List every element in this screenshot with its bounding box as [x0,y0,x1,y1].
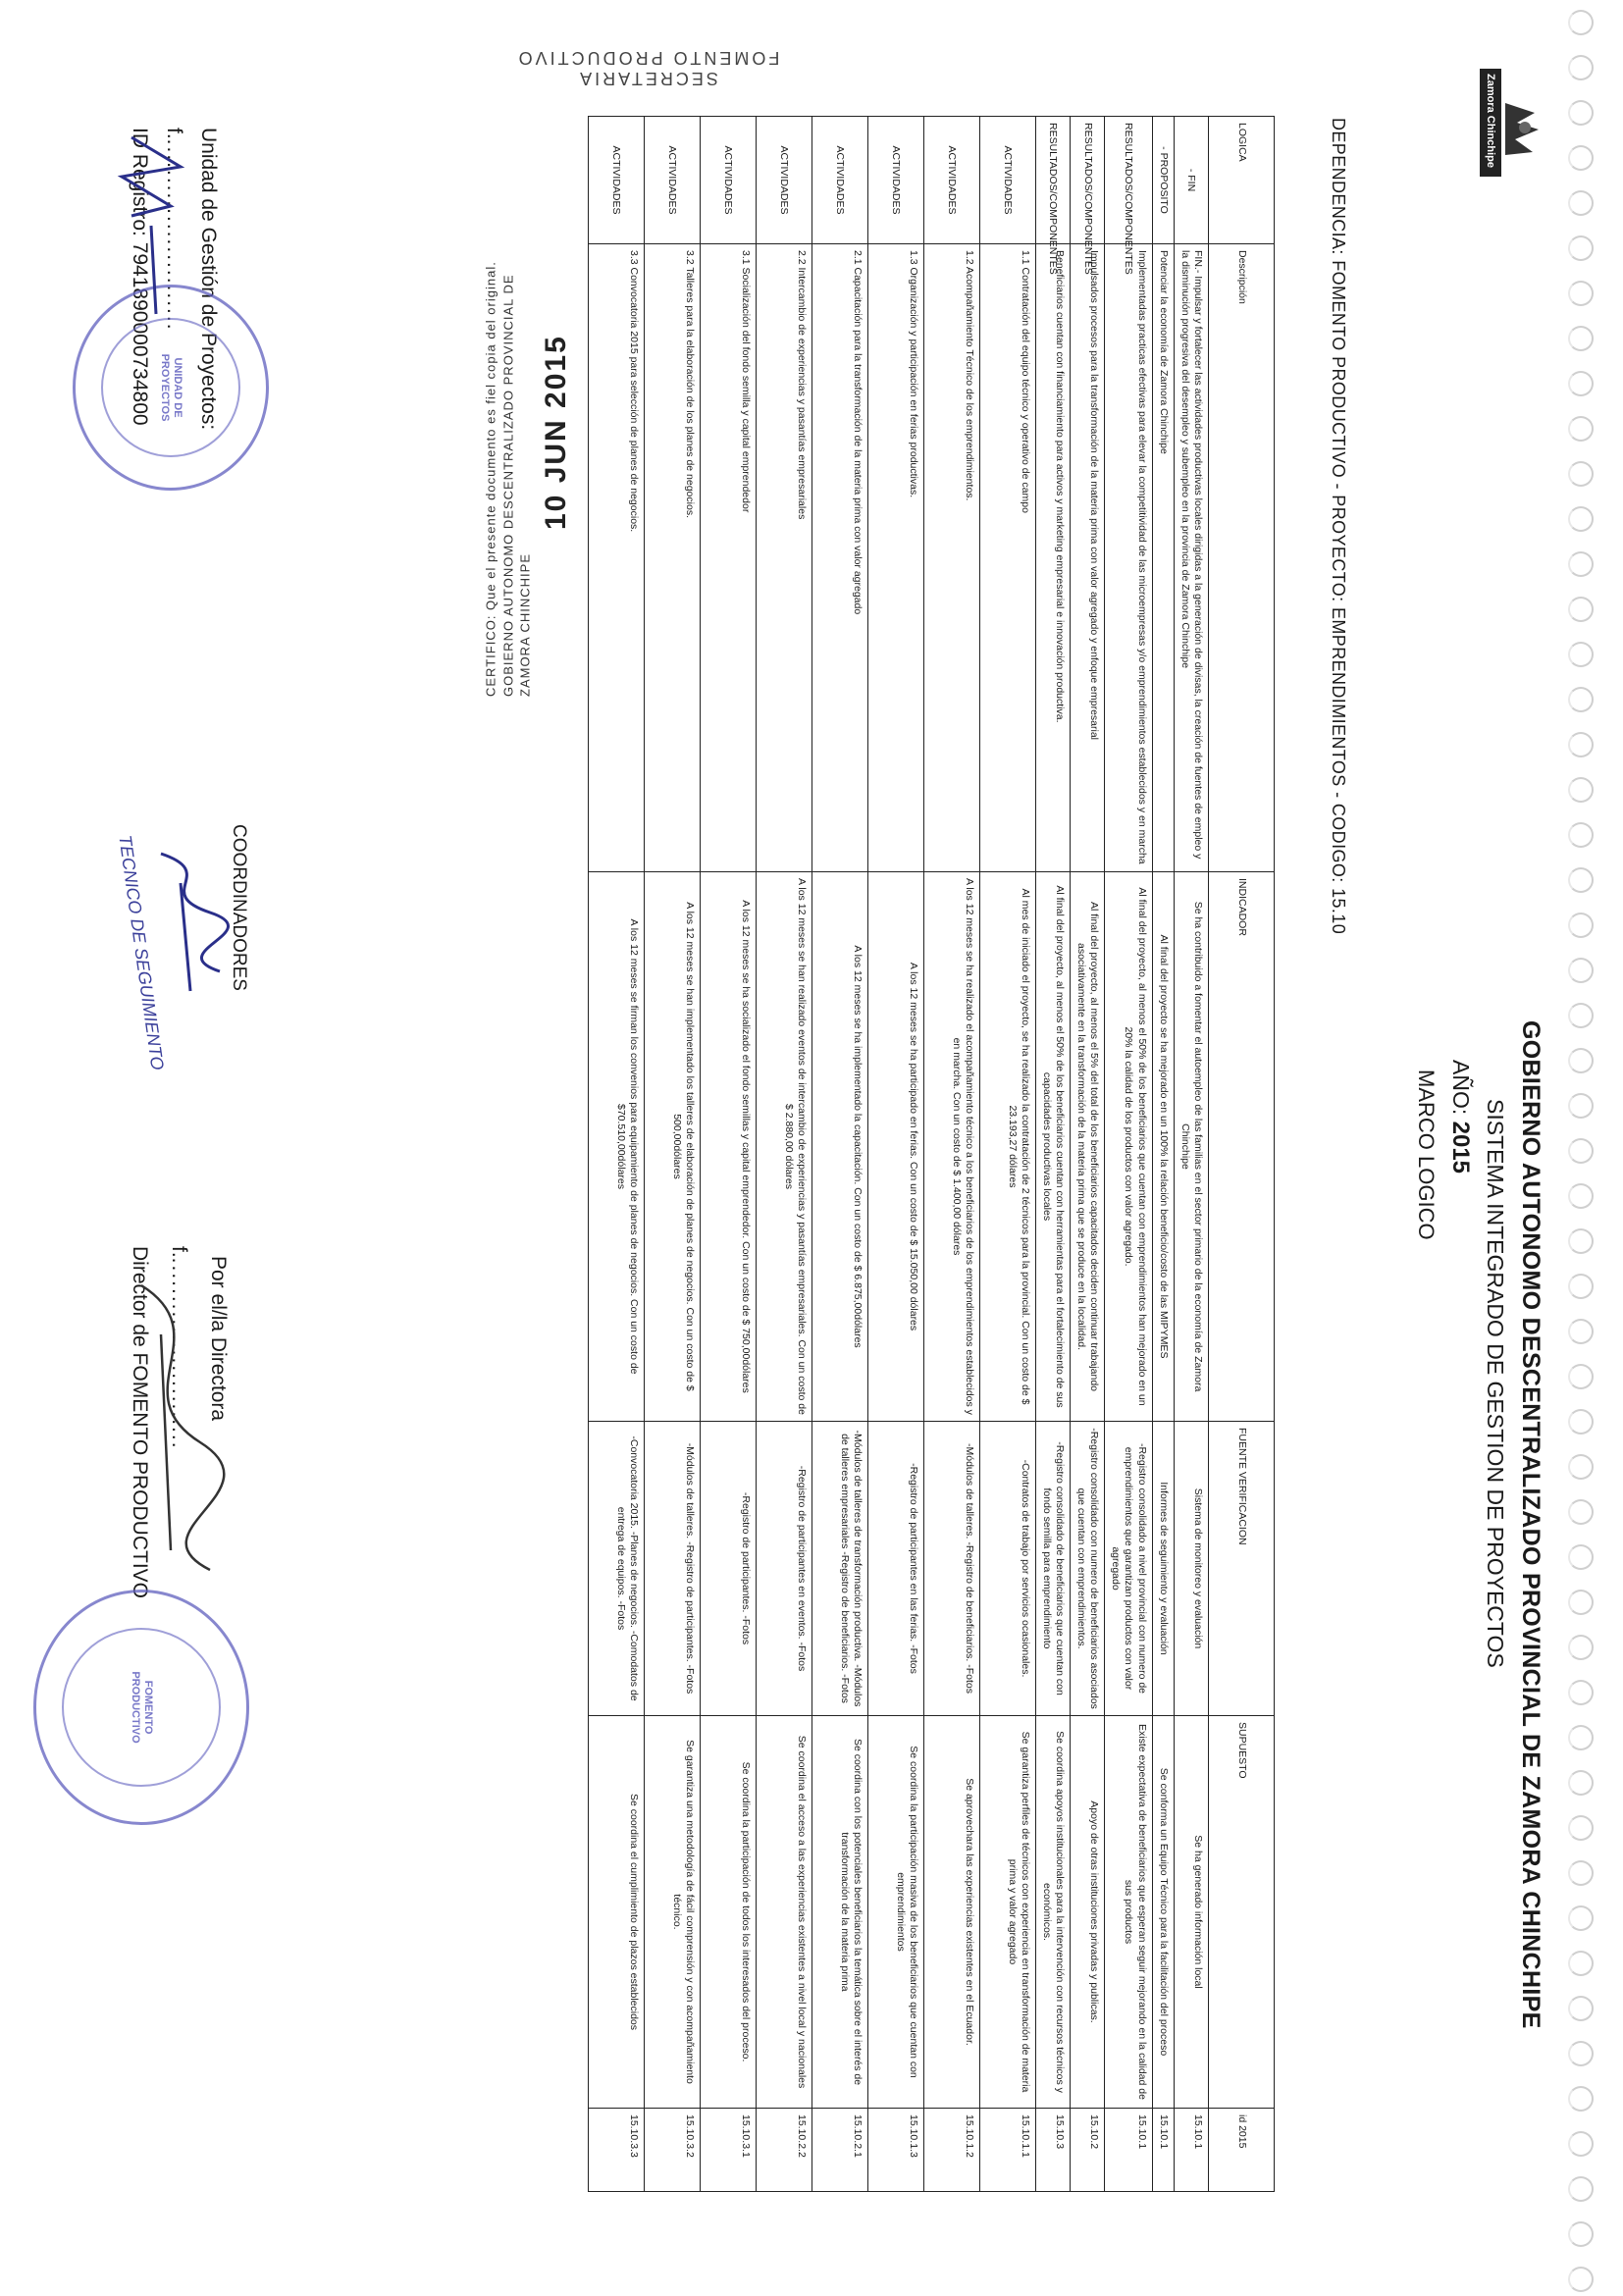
table-row [979,117,1035,2192]
cell-descripcion: 1.3 Organización y participación en ferias productivas. [867,244,923,872]
cell-indicador: A los 12 meses se ha participado en ferias. Con un costo de $ 15.050,00 dólares [867,872,923,1422]
cell-fuente: -Registro de participantes en eventos. -Fotos [756,1422,812,1716]
cell-logica: RESULTADOS/COMPONENTES [1035,117,1070,244]
cell-id: 15.10.1.2 [923,2109,979,2192]
column-header: LOGICA [1209,117,1275,244]
por-directora-label: Por el/la Directora [207,1256,230,1422]
firma-prefix-right: f. [168,1246,190,1258]
cell-supuesto: Se garantiza perfiles de técnicos con experiencia en transformación de materia prima y valor agregado [979,1716,1035,2109]
cell-id: 15.10.1 [1152,2109,1174,2192]
cell-supuesto: Apoyo de otras instituciones privadas y publicas. [1071,1716,1105,2109]
table-row [923,117,979,2192]
seal-fomento-productivo [33,1590,249,1825]
cell-descripcion: 2.1 Capacitación para la transformación de la materia prima con valor agregado [812,244,867,872]
logo-text: Zamora Chinchipe [1480,69,1501,177]
cell-id: 15.10.2.1 [812,2109,867,2192]
cell-descripcion: Implementadas practicas efectivas para elevar la competitividad de las microempresas y/o emprendimientos establecidos y en marcha [1105,244,1152,872]
cell-supuesto: Existe expectativa de beneficiarios que esperan seguir mejorando en la calidad de sus productos [1105,1716,1152,2109]
logo-emblem-icon [1501,98,1544,157]
cell-descripcion: 3.3 Convocatoria 2015 para selección de planes de negocios. [588,244,644,872]
column-header: FUENTE VERIFICACION [1209,1422,1275,1716]
cell-descripcion: 1.1 Contratación del equipo técnico y operativo de campo [979,244,1035,872]
cell-indicador: Al final del proyecto, al menos el 5% del total de los beneficiarios capacitados deciden continuar trabajando asociativamente en la transformación de la materia prima que se produce en la localidad. [1071,872,1105,1422]
year-label: AÑO: [1448,1060,1474,1116]
cell-descripcion: 2.2 Intercambio de experiencias y pasantías empresariales [756,244,812,872]
cell-indicador: A los 12 meses se han realizado eventos de intercambio de experiencias y pasantías empresariales. Con un costo de $ 2.880,00 dólares [756,872,812,1422]
cell-indicador: Al mes de iniciado el proyecto, se ha realizado la contratación de 2 técnicos para la provincial. Con un costo de $ 23.193,27 dólares [979,872,1035,1422]
secretaria-stamp-line1: SECRETARIA [577,69,718,88]
cell-fuente: -Registro consolidado con numero de beneficiarios asociados que cuentan con emprendimientos. [1071,1422,1105,1716]
cell-fuente: -Módulos de talleres. -Registro de participantes. -Fotos [644,1422,700,1716]
table-header-row [1209,117,1275,2192]
certification-stamp: CERTIFICO: Que el presente documento es fiel copia del original. GOBIERNO AUTONOMO DESCENTRALIZADO PROVINCIAL DE ZAMORA CHINCHIPE [483,261,533,697]
seal-2-inner: FOMENTO PRODUCTIVO [130,1671,155,1744]
cell-logica: ACTIVIDADES [588,117,644,244]
cell-indicador: A los 12 meses se han implementado los talleres de elaboración de planes de negocios. Con un costo de $ 500,00dólares [644,872,700,1422]
cell-logica: ACTIVIDADES [923,117,979,244]
seal-1-inner: UNIDAD DE PROYECTOS [159,353,184,422]
table-row [1105,117,1152,2192]
logframe-table [588,116,1275,2192]
table-row [756,117,812,2192]
page-subtitle: SISTEMA INTEGRADO DE GESTION DE PROYECTOS [1483,1099,1508,1668]
cell-logica: ACTIVIDADES [756,117,812,244]
cell-indicador: A los 12 meses se ha socializado el fondo semillas y capital emprendedor. Con un costo de $ 750,00dólares [700,872,756,1422]
table-row [644,117,700,2192]
column-header: Descripción [1209,244,1275,872]
cell-fuente: -Registro de participantes. -Fotos [700,1422,756,1716]
secretaria-stamp [442,20,854,88]
cell-id: 15.10.3 [1035,2109,1070,2192]
cell-supuesto: Se coordina la participación masiva de los beneficiarios que cuentan con emprendimientos [867,1716,923,2109]
cell-fuente: -Registro de participantes en las ferias. -Fotos [867,1422,923,1716]
id-registro: ID Registro: 7941890000734800 [129,128,151,426]
cell-fuente: -Registro consolidado de beneficiarios que cuentan con fondo semilla para emprendimiento [1035,1422,1070,1716]
doc-title: MARCO LOGICO [1414,1070,1439,1240]
cell-id: 15.10.3.3 [588,2109,644,2192]
signature-directora [112,1276,230,1590]
cell-fuente: -Módulos de talleres de transformación productiva. -Módulos de talleres empresariales -Registro de beneficiarios. -Fotos [812,1422,867,1716]
cell-descripcion: 1.2 Acompañamiento Técnico de los emprendimientos. [923,244,979,872]
table-row [1035,117,1070,2192]
cell-id: 15.10.1.1 [979,2109,1035,2192]
director-label: Director de FOMENTO PRODUCTIVO [129,1246,151,1598]
cell-supuesto: Se garantiza una metodología de fácil comprensión y con acompañamiento técnico. [644,1716,700,2109]
cell-supuesto: Se coordina el acceso a las experiencias existentes a nivel local y nacionales [756,1716,812,2109]
table-row [700,117,756,2192]
firma-line-left: f.......................... [163,128,185,332]
cell-descripcion: 3.2 Talleres para la elaboración de los planes de negocios. [644,244,700,872]
cell-supuesto: Se ha generado información local [1174,1716,1208,2109]
firma-line-right: f.......................... [168,1246,190,1450]
cell-supuesto: Se aprovechara las experiencias existentes en el Ecuador. [923,1716,979,2109]
cell-logica: - FIN [1174,117,1208,244]
cell-descripcion: Impulsados procesos para la transformación de la materia prima con valor agregado y enfoque empresarial [1071,244,1105,872]
date-stamp: 10 JUN 2015 [540,335,572,530]
cell-id: 15.10.1.3 [867,2109,923,2192]
table-row [588,117,644,2192]
coordinadores-label: COORDINADORES [229,824,249,991]
cell-id: 15.10.1 [1105,2109,1152,2192]
cell-supuesto: Se coordina apoyos institucionales para la intervención con recursos técnicos y económicos. [1035,1716,1070,2109]
cell-indicador: Se ha contribuido a fomentar el autoempleo de las familias en el sector primario de la economía de Zamora Chinchipe [1174,872,1208,1422]
column-header: SUPUESTO [1209,1716,1275,2109]
table-body [588,117,1208,2192]
cell-indicador: Al final del proyecto, al menos el 50% de los beneficiarios cuentan con herramientas para el fortalecimiento de sus capacidades productivas locales [1035,872,1070,1422]
cell-indicador: Al final del proyecto, al menos el 50% de los beneficiarios que cuentan con emprendimientos han mejorado en un 20% la calidad de los productos con valor agregado. [1105,872,1152,1422]
secretaria-stamp-line2: FOMENTO PRODUCTIVO [515,48,780,68]
cell-supuesto: Se conforma un Equipo Técnico para la facilitación del proceso [1152,1716,1174,2109]
cell-fuente: Sistema de monitoreo y evaluación [1174,1422,1208,1716]
cell-indicador: A los 12 meses se ha implementado la capacitación. Con un costo de $ 6.875,00dólares [812,872,867,1422]
cell-logica: - PROPOSITO [1152,117,1174,244]
cell-logica: ACTIVIDADES [700,117,756,244]
cell-logica: ACTIVIDADES [867,117,923,244]
signature-coordinador [141,844,239,1011]
cell-id: 15.10.2.2 [756,2109,812,2192]
year-line [1446,1060,1474,1174]
table-row [1152,117,1174,2192]
cell-indicador: Al final del proyecto se ha mejorado en un 100% la relación beneficio/costo de las MIPYMES [1152,872,1174,1422]
cell-indicador: A los 12 meses se firman los convenios para equipamiento de planes de negocios. Con un costo de $70.510,00dólares [588,872,644,1422]
cell-fuente: -Convocatoria 2015. -Planes de negocios. -Comodatos de entrega de equipos. -Fotos [588,1422,644,1716]
cell-fuente: -Contratos de trabajo por servicios ocasionales. [979,1422,1035,1716]
firma-prefix-left: f. [163,128,185,139]
cell-fuente: -Módulos de talleres. -Registro de beneficiarios. -Fotos [923,1422,979,1716]
year-value: 2015 [1447,1121,1474,1174]
cell-descripcion: 3.1 Socialización del fondo semilla y capital emprendedor [700,244,756,872]
table-row [1174,117,1208,2192]
cell-supuesto: Se coordina con los potenciales beneficiarios la temática sobre el interés de transformación de la materia prima [812,1716,867,2109]
signature-unidad [112,128,190,324]
cell-logica: ACTIVIDADES [644,117,700,244]
page-title: GOBIERNO AUTONOMO DESCENTRALIZADO PROVINCIAL DE ZAMORA CHINCHIPE [1517,1020,1544,2029]
logo [1474,69,1544,186]
cell-logica: ACTIVIDADES [979,117,1035,244]
cell-fuente: -Registro consolidado a nivel provincial con numero de emprendimientos que garantizan productos con valor agregado [1105,1422,1152,1716]
column-header: INDICADOR [1209,872,1275,1422]
cell-fuente: Informes de seguimiento y evaluación [1152,1422,1174,1716]
cell-descripcion: Potenciar la economía de Zamora Chinchipe [1152,244,1174,872]
cell-supuesto: Se coordina el cumplimiento de plazos establecidos [588,1716,644,2109]
cell-descripcion: Beneficiarios cuentan con financiamiento para activos y marketing empresarial e innovación productiva. [1035,244,1070,872]
column-header: id 2015 [1209,2109,1275,2192]
unidad-label: Unidad de Gestión de Proyectos: [197,128,220,431]
cell-id: 15.10.3.2 [644,2109,700,2192]
table-row [867,117,923,2192]
cell-id: 15.10.1 [1174,2109,1208,2192]
table-row [1071,117,1105,2192]
table-row [812,117,867,2192]
cell-descripcion: FIN.- Impulsar y fortalecer las actividades productivas locales dirigidas a la generación de divisas, la creación de fuentes de empleo y la disminución progresiva del desempleo y subempleo en la provincia de Zamora Chinchipe [1174,244,1208,872]
cell-id: 15.10.3.1 [700,2109,756,2192]
cell-logica: RESULTADOS/COMPONENTES [1105,117,1152,244]
cell-indicador: A los 12 meses se ha realizado el acompañamiento técnico a los beneficiarios de los emprendimientos establecidos y en marcha. Con un costo de $ 1.400,00 dólares [923,872,979,1422]
dependency-line: DEPENDENCIA: FOMENTO PRODUCTIVO - PROYECTO: EMPRENDIMIENTOS - CODIGO: 15.10 [1329,118,1348,935]
cell-supuesto: Se coordina la participación de todos los interesados del proceso. [700,1716,756,2109]
tecnico-seguimiento: TECNICO DE SEGUIMIENTO [115,833,168,1071]
cell-logica: RESULTADOS/COMPONENTES [1071,117,1105,244]
cell-id: 15.10.2 [1071,2109,1105,2192]
cell-logica: ACTIVIDADES [812,117,867,244]
